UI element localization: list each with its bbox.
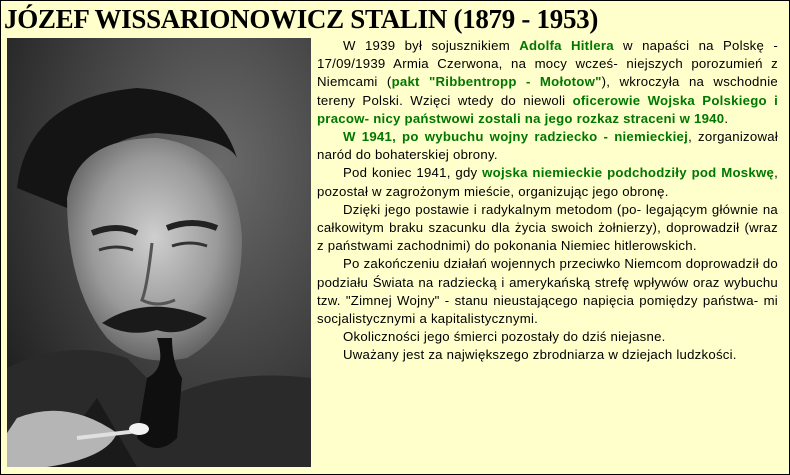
body-text: W 1939 był sojusznikiem <box>343 38 520 53</box>
body-text: . <box>724 110 729 126</box>
article-paragraph <box>317 201 778 256</box>
highlighted-text: W 1941, po wybuchu wojny radziecko - niemieckiej <box>343 129 689 145</box>
body-text: Dzięki jego postawie i radykalnym metodom (po- legającym głównie na całkowitym braku szacunku dla życia swoich żołnierzy), doprowadził (wraz z państwami zachodnimi) do pokonania Niemiec hitlerowskich. <box>317 201 778 254</box>
body-text: w napaści na Polskę - 17/09/1939 Armia Czerwona, na mocy wcześ- niejszych porozumień z Niemcami ( <box>317 38 778 90</box>
article-paragraph <box>317 255 778 328</box>
highlighted-text: oficerowie Wojska Polskiego i pracow- nicy państwowi zostali na jego rozkaz straceni w 1940 <box>317 92 778 126</box>
body-text: Po zakończeniu działań wojennych przeciwko Niemcom doprowadził do podziału Świata na radziecką i amerykańską strefę wpływów oraz wybuchu tzw. "Zimnej Wojny" - stanu nieustającego napięcia pomiędzy państwa- mi socjalistycznymi a kapitalistycznymi. <box>317 256 778 327</box>
page-title: JÓZEF WISSARIONOWICZ STALIN (1879 - 1953) <box>4 4 599 34</box>
article-paragraph <box>317 37 778 128</box>
article-paragraph <box>317 164 778 200</box>
highlighted-text: wojska niemieckie podchodziły pod Moskwę <box>482 165 775 181</box>
body-text: Pod koniec 1941, gdy <box>343 165 483 181</box>
article-paragraph <box>317 128 778 164</box>
body-text: , pozostał w zagrożonym mieście, organizując jego obronę. <box>317 165 778 199</box>
body-text: Uważany jest za największego zbrodniarza w dziejach ludzkości. <box>343 347 737 363</box>
body-text: , zorganizował naród do bohaterskiej obrony. <box>317 129 779 163</box>
body-text: ), wkroczyła na wschodnie tereny Polski. Wzięci wtedy do niewoli <box>317 74 778 108</box>
article-paragraph <box>317 328 778 346</box>
highlighted-text: Adolfa Hitlera <box>519 38 614 53</box>
article-text <box>317 37 778 365</box>
portrait-photo <box>7 38 311 467</box>
body-text: Okoliczności jego śmierci pozostały do dziś niejasne. <box>343 329 666 345</box>
article-paragraph <box>317 346 778 364</box>
highlighted-text: pakt "Ribbentropp - Mołotow" <box>391 74 602 90</box>
